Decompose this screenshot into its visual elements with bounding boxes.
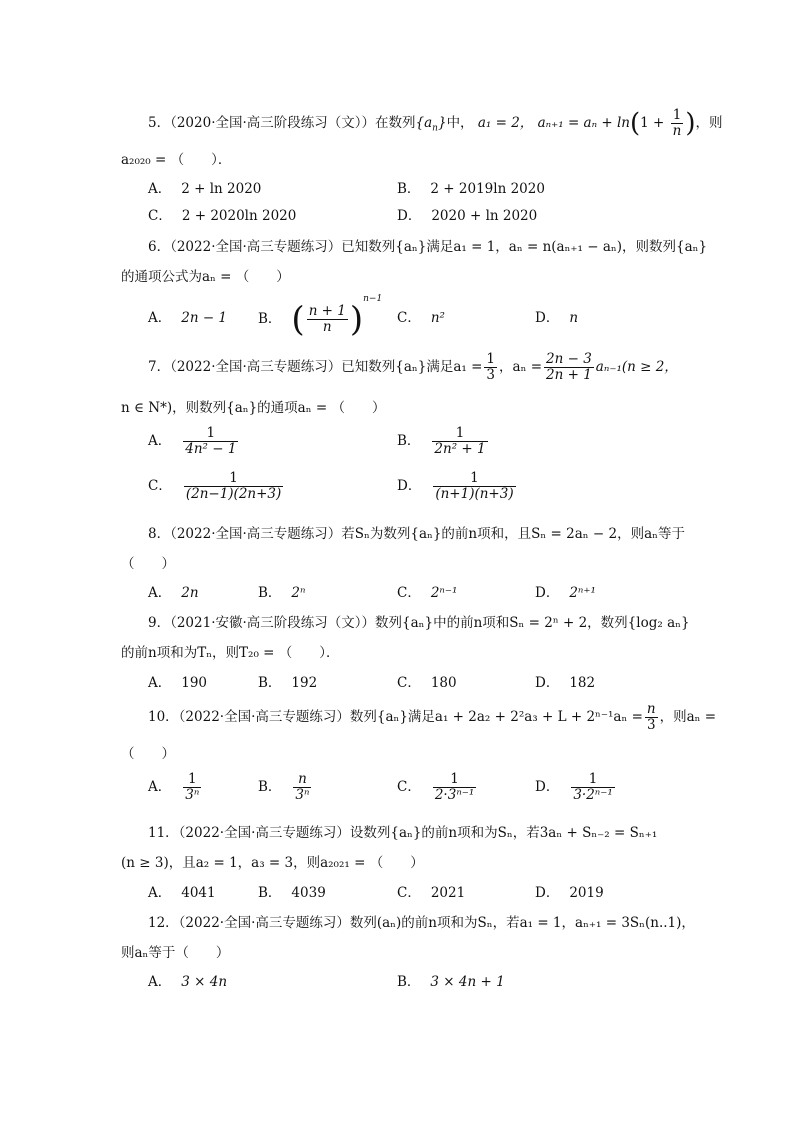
q7-continuation: n ∈ N*)，则数列{aₙ}的通项aₙ = （ ） [121, 400, 386, 416]
q5-option-a[interactable] [148, 177, 261, 197]
q12-option-a-label: A． [148, 974, 172, 990]
q7-option-a-fraction [183, 426, 238, 457]
q9-option-a-value: 190 [181, 675, 208, 691]
q12-option-a[interactable] [148, 970, 227, 990]
q9-option-a-label: A． [148, 675, 172, 691]
q11-option-d-label: D． [535, 885, 560, 901]
q7-option-a-label: A． [148, 433, 172, 449]
q6-option-c-label: C． [397, 310, 421, 326]
q7-frac2-den: 2n + 1 [546, 367, 592, 383]
q9-option-d-label: D． [535, 675, 560, 691]
q6-option-c[interactable] [397, 306, 445, 326]
q9-option-b-value: 192 [291, 675, 318, 691]
q10-option-c-num: 1 [433, 772, 476, 788]
q12-option-b-value: 3 × 4n + 1 [430, 974, 505, 990]
q6-option-d-label: D． [535, 310, 560, 326]
q8-option-c[interactable] [397, 581, 457, 601]
q7-option-d-num: 1 [433, 471, 515, 487]
q5-option-b[interactable] [397, 177, 545, 197]
q5-stem-text: 5．（2020·全国·高三阶段练习（文））在数列 [148, 115, 416, 131]
q10-option-d-den: 3·2ⁿ⁻¹ [573, 787, 613, 803]
q12-option-a-value: 3 × 4n [181, 974, 228, 990]
q10-option-c-den: 2·3ⁿ⁻¹ [434, 787, 475, 803]
q10-option-d-label: D． [535, 779, 560, 795]
question-12-stem: 12．（2022·全国·高三专题练习）数列(aₙ)的前n项和为Sₙ，若a₁ = 1，aₙ₊₁ = 3Sₙ(n..1)， [148, 915, 695, 931]
q5-option-d-label: D． [397, 208, 422, 224]
q5-fraction [671, 108, 684, 139]
q6-option-c-value: n² [430, 310, 445, 326]
question-10-stem [148, 702, 716, 733]
q11-option-c[interactable] [397, 881, 465, 901]
q7-option-c-fraction [184, 471, 283, 502]
q7-option-c[interactable] [148, 471, 285, 502]
question-9-stem: 9．（2021·安徽·高三阶段练习（文））数列{aₙ}中的前n项和Sₙ = 2ⁿ + 2，数列{log₂ aₙ} [148, 615, 690, 631]
q10-stem-b: ，则aₙ = [659, 709, 717, 725]
q7-option-a[interactable] [148, 426, 240, 457]
q5-seq-symbol: $\{a_n\}$ [415, 115, 447, 134]
q7-stem-a: 7．（2022·全国·高三专题练习）已知数列{aₙ}满足a₁ = [148, 359, 483, 375]
q11-option-b[interactable] [258, 881, 326, 901]
q11-option-c-label: C． [397, 885, 421, 901]
q7-option-b-num: 1 [432, 426, 487, 442]
q7-option-d[interactable] [397, 471, 518, 502]
q7-option-a-num: 1 [183, 426, 238, 442]
q7-fraction-2 [544, 352, 594, 383]
q8-option-a[interactable] [148, 581, 199, 601]
q10-option-a-label: A． [148, 779, 172, 795]
q11-option-b-label: B． [258, 885, 282, 901]
q11-option-a-value: 4041 [181, 885, 216, 901]
q10-option-d[interactable] [535, 772, 617, 803]
q5-paren-close: ) [685, 108, 696, 139]
q6-option-b[interactable] [258, 294, 382, 340]
q10-fraction [645, 702, 658, 733]
q10-option-c-fraction [433, 772, 476, 803]
q11-continuation: (n ≥ 3)，且a₂ = 1，a₃ = 3，则a₂₀₂₁ = （ ） [121, 855, 424, 871]
q7-option-b-den: 2n² + 1 [434, 441, 486, 457]
q7-option-d-den: (n+1)(n+3) [435, 486, 514, 502]
q9-option-d-value: 182 [569, 675, 596, 691]
q10-option-a-num: 1 [183, 772, 201, 788]
q7-frac2-num: 2n − 3 [546, 351, 592, 367]
q8-option-c-label: C． [397, 585, 421, 601]
q10-option-b-num: n [293, 772, 311, 788]
question-5-stem [148, 108, 723, 139]
q9-option-a[interactable] [148, 671, 207, 691]
q10-option-c-label: C． [397, 779, 421, 795]
q10-option-b-den: 3ⁿ [295, 787, 310, 803]
q5-continuation: a₂₀₂₀ = （ ）． [121, 152, 232, 168]
q8-option-d[interactable] [535, 581, 596, 601]
q5-frac-num: 1 [671, 108, 684, 124]
q7-option-c-label: C． [148, 478, 172, 494]
q10-option-d-num: 1 [571, 772, 614, 788]
q8-continuation: （ ） [121, 556, 175, 572]
q11-option-b-value: 4039 [291, 885, 326, 901]
q6-option-d[interactable] [535, 306, 578, 326]
q12-option-b-label: B． [397, 974, 421, 990]
q10-option-a-fraction [183, 772, 201, 803]
q10-option-d-fraction [571, 772, 614, 803]
q10-option-c[interactable] [397, 772, 478, 803]
question-11-stem: 11．（2022·全国·高三专题练习）设数列{aₙ}的前n项和为Sₙ，若3aₙ + Sₙ₋₂ = Sₙ₊₁ [148, 825, 658, 841]
q6-option-b-label: B． [258, 311, 282, 327]
q12-option-b[interactable] [397, 970, 505, 990]
q8-option-b-label: B． [258, 585, 282, 601]
q7-stem-c: aₙ₋₁(n ≥ 2， [595, 359, 678, 375]
q9-option-d[interactable] [535, 671, 595, 691]
q5-option-c[interactable] [148, 204, 296, 224]
q9-option-c[interactable] [397, 671, 457, 691]
q11-option-d-value: 2019 [569, 885, 604, 901]
question-6-stem: 6．（2022·全国·高三专题练习）已知数列{aₙ}满足a₁ = 1，aₙ = n(aₙ₊₁ − aₙ)，则数列{aₙ} [148, 239, 708, 255]
q10-option-b-label: B． [258, 779, 282, 795]
q7-option-b-label: B． [397, 433, 421, 449]
q5-one-plus: 1 + [640, 115, 669, 131]
q10-frac-den: 3 [646, 717, 656, 733]
q5-stem-text-c: ，则 [695, 115, 723, 131]
q9-option-b-label: B． [258, 675, 282, 691]
q10-frac-num: n [646, 701, 656, 717]
q9-continuation: 的前n项和为Tₙ，则T₂₀ = （ ）． [121, 645, 340, 661]
q5-stem-text-b: 中， [446, 115, 474, 131]
q11-option-d[interactable] [535, 881, 604, 901]
q6-option-b-fraction [307, 304, 348, 335]
q8-option-c-value: 2ⁿ⁻¹ [430, 585, 458, 601]
q7-option-d-fraction [433, 471, 515, 502]
q5-option-a-value: 2 + ln 2020 [181, 181, 262, 197]
q6-continuation: 的通项公式为aₙ = （ ） [121, 269, 290, 285]
q6-option-b-num: n + 1 [308, 303, 346, 319]
q6-paren-close: ) [349, 299, 364, 340]
q6-option-b-exponent: n−1 [363, 294, 383, 304]
q7-option-a-den: 4n² − 1 [185, 441, 237, 457]
q6-option-a-value: 2n − 1 [181, 310, 228, 326]
q7-fraction-1 [484, 352, 497, 383]
q9-option-c-value: 180 [430, 675, 457, 691]
q7-option-b[interactable] [397, 426, 490, 457]
q10-option-b[interactable] [258, 772, 313, 803]
q5-option-d-value: 2020 + ln 2020 [431, 208, 538, 224]
q7-option-d-label: D． [397, 478, 422, 494]
q8-option-b-value: 2ⁿ [291, 585, 306, 601]
q7-frac1-den: 3 [486, 367, 496, 383]
q10-option-a[interactable] [148, 772, 203, 803]
q5-cond1: a₁ = 2， [477, 115, 534, 131]
q5-option-b-label: B． [397, 181, 421, 197]
q10-option-a-den: 3ⁿ [185, 787, 200, 803]
q9-option-c-label: C． [397, 675, 421, 691]
q7-option-c-num: 1 [184, 471, 283, 487]
q5-option-d[interactable] [397, 204, 537, 224]
q7-stem-b: ，aₙ = [499, 359, 543, 375]
question-7-stem [148, 352, 678, 383]
q8-option-a-label: A． [148, 585, 172, 601]
q7-option-c-den: (2n−1)(2n+3) [185, 486, 282, 502]
q8-option-b[interactable] [258, 581, 305, 601]
q11-option-c-value: 2021 [430, 885, 466, 901]
q6-option-a[interactable] [148, 306, 227, 326]
q8-option-a-value: 2n [181, 585, 199, 601]
q7-option-b-fraction [432, 426, 487, 457]
q9-option-b[interactable] [258, 671, 317, 691]
q5-option-c-value: 2 + 2020ln 2020 [181, 208, 297, 224]
q5-cond2: aₙ₊₁ = aₙ + ln [537, 115, 630, 131]
q10-continuation: （ ） [121, 746, 175, 762]
q10-stem-a: 10．（2022·全国·高三专题练习）数列{aₙ}满足a₁ + 2a₂ + 2²a₃ + L + 2ⁿ⁻¹aₙ = [148, 709, 643, 725]
q5-frac-den: n [672, 123, 682, 139]
q12-continuation: 则aₙ等于（ ） [121, 945, 230, 961]
q8-option-d-label: D． [535, 585, 560, 601]
q6-option-b-den: n [322, 319, 332, 335]
q11-option-a[interactable] [148, 881, 216, 901]
q8-option-d-value: 2ⁿ⁺¹ [569, 585, 596, 601]
q10-option-b-fraction [293, 772, 311, 803]
q5-option-c-label: C． [148, 208, 172, 224]
question-8-stem: 8．（2022·全国·高三专题练习）若Sₙ为数列{aₙ}的前n项和，且Sₙ = 2aₙ − 2，则aₙ等于 [148, 526, 685, 542]
q5-paren-open: ( [630, 108, 641, 139]
q5-option-b-value: 2 + 2019ln 2020 [430, 181, 545, 197]
q6-option-d-value: n [569, 310, 579, 326]
q7-frac1-num: 1 [486, 351, 496, 367]
q6-paren-open: ( [291, 299, 305, 340]
q11-option-a-label: A． [148, 885, 172, 901]
q6-option-a-label: A． [148, 310, 172, 326]
q5-option-a-label: A． [148, 181, 172, 197]
